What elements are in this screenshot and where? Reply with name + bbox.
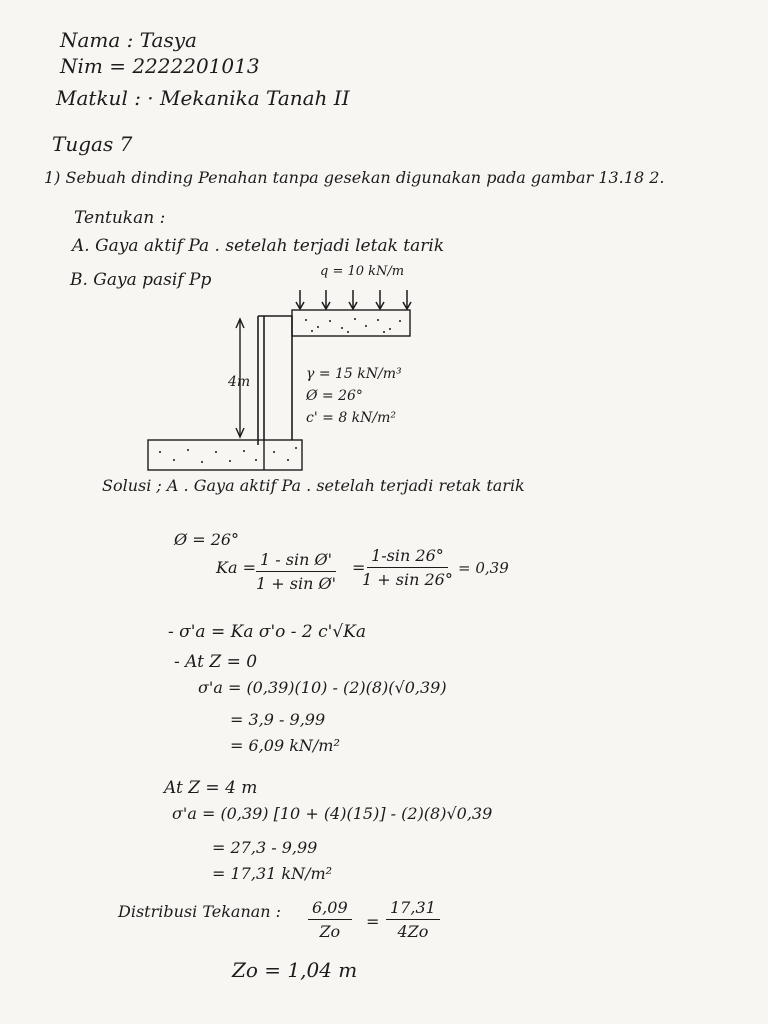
distribution-fraction-right xyxy=(386,898,440,941)
zo-result: Zo = 1,04 m xyxy=(232,958,358,982)
distribution-right-denominator: 4Zo xyxy=(397,922,429,941)
z0-calc-line2: = 3,9 - 9,99 xyxy=(230,710,326,729)
distribution-right-numerator: 17,31 xyxy=(386,898,440,920)
ka-equals: = xyxy=(352,558,366,577)
distribution-left-denominator: Zo xyxy=(319,922,341,941)
unit-weight-label: γ = 15 kN/m³ xyxy=(306,366,402,382)
active-pressure-formula: - σ'a = Ka σ'o - 2 c'√Ka xyxy=(168,622,366,642)
problem-statement: 1) Sebuah dinding Penahan tanpa gesekan digunakan pada gambar 13.18 2. xyxy=(44,168,665,187)
z0-calc-line3: = 6,09 kN/m² xyxy=(230,736,340,755)
ka-formula-denominator: 1 + sin Ø' xyxy=(256,574,336,593)
solution-intro: Solusi ; A . Gaya aktif Pa . setelah terjadi retak tarik xyxy=(102,476,525,495)
surcharge-label: q = 10 kN/m xyxy=(320,264,405,279)
ka-label: Ka = xyxy=(216,558,256,577)
upper-backfill xyxy=(292,310,410,336)
ka-result: = 0,39 xyxy=(458,559,509,577)
z4-calc-line3: = 17,31 kN/m² xyxy=(212,864,333,883)
z4-calc-line1: σ'a = (0,39) [10 + (4)(15)] - (2)(8)√0,39 xyxy=(172,804,493,823)
student-name: Nama : Tasya xyxy=(60,28,197,52)
distribution-fraction-left xyxy=(308,898,352,941)
at-z0-heading: - At Z = 0 xyxy=(174,652,258,672)
phi-value: Ø = 26° xyxy=(174,530,240,549)
at-z4-heading: At Z = 4 m xyxy=(164,778,258,798)
z4-calc-line2: = 27,3 - 9,99 xyxy=(212,838,318,857)
ka-formula-fraction xyxy=(256,550,336,593)
task-a: A. Gaya aktif Pa . setelah terjadi letak tarik xyxy=(72,236,445,256)
course-name: Matkul : · Mekanika Tanah II xyxy=(56,86,350,110)
problem-instruction: Tentukan : xyxy=(74,208,166,228)
retaining-wall xyxy=(258,316,292,445)
front-soil xyxy=(148,440,302,470)
task-b: B. Gaya pasif Pp xyxy=(70,270,212,290)
distribution-equals: = xyxy=(366,912,380,931)
ka-substituted-fraction xyxy=(362,546,453,589)
surcharge-load-arrows xyxy=(296,290,411,309)
distribution-left-numerator: 6,09 xyxy=(308,898,352,920)
ka-substituted-denominator: 1 + sin 26° xyxy=(362,570,453,589)
friction-angle-label: Ø = 26° xyxy=(306,388,363,404)
student-nim: Nim = 2222201013 xyxy=(60,54,260,78)
ka-substituted-numerator: 1-sin 26° xyxy=(367,546,448,568)
assignment-title: Tugas 7 xyxy=(52,132,133,156)
z0-calc-line1: σ'a = (0,39)(10) - (2)(8)(√0,39) xyxy=(198,678,447,697)
height-label: 4m xyxy=(228,374,251,390)
cohesion-label: c' = 8 kN/m² xyxy=(306,410,397,426)
ka-formula-numerator: 1 - sin Ø' xyxy=(256,550,336,572)
pressure-distribution-label: Distribusi Tekanan : xyxy=(118,902,282,921)
